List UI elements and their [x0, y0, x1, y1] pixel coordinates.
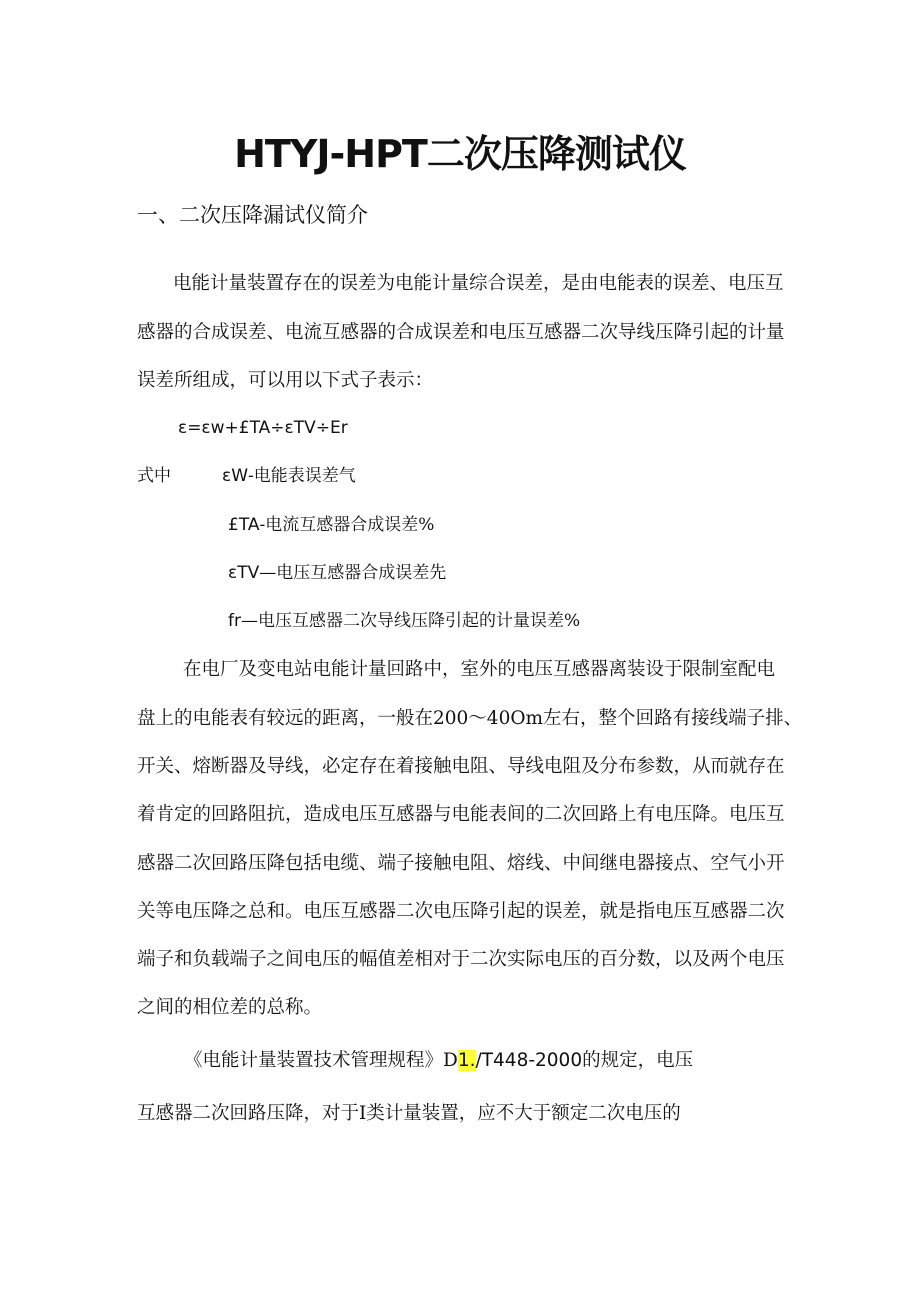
definition-symbol: fr: [228, 611, 241, 631]
para3-line2: 互感器二次回路压降，对于I类计量装置，应不大于额定二次电压的: [137, 1103, 681, 1124]
where-label: 式中: [137, 466, 171, 486]
definition-text: —电压互感器合成误差先: [259, 563, 447, 583]
standard-number-text: /T448-2000的规定，电压: [475, 1050, 694, 1071]
para1-line2: 感器的合成误差、电流互感器的合成误差和电压互感器二次导线压降引起的计量: [137, 322, 785, 343]
document-title: HTYJ-HPT二次压降测试仪: [234, 132, 686, 176]
highlighted-text: 1.: [457, 1050, 476, 1071]
definition-item: [222, 464, 356, 488]
regulation-text: 《电能计量装置技术管理规程》D: [184, 1050, 458, 1071]
section-heading: 一、二次压降漏试仪简介: [137, 203, 368, 227]
definition-symbol: εW: [222, 466, 248, 486]
definition-item: [228, 513, 434, 537]
definition-symbol: £TA: [228, 515, 260, 535]
para2-line: 端子和负载端子之间电压的幅值差相对于二次实际电压的百分数，以及两个电压: [137, 949, 785, 970]
para1-line3: 误差所组成，可以用以下式子表示：: [137, 370, 434, 391]
para2-line: 开关、熔断器及导线，必定存在着接触电阻、导线电阻及分布参数，从而就存在: [137, 756, 785, 777]
definition-item: [228, 561, 446, 585]
para2-line: 感器二次回路压降包括电缆、端子接触电阻、熔线、中间继电器接点、空气小开: [137, 853, 785, 874]
para1-line1: 电能计量装置存在的误差为电能计量综合误差，是由电能表的误差、电压互: [173, 273, 784, 294]
para2-line: 盘上的电能表有较远的距离，一般在200〜40Om左右，整个回路有接线端子排、: [137, 708, 803, 729]
definition-symbol: εTV: [228, 563, 260, 583]
definition-text: -电流互感器合成误差%: [259, 515, 435, 535]
para2-line: 着肯定的回路阻抗，造成电压互感器与电能表间的二次回路上有电压降。电压互: [137, 804, 785, 825]
formula: ε=εw+£TA÷εTV÷Er: [178, 418, 348, 438]
definition-item: [228, 609, 580, 633]
para2-line: 之间的相位差的总称。: [137, 997, 323, 1018]
para3-line1: [184, 1048, 693, 1074]
para2-line: 在电厂及变电站电能计量回路中，室外的电压互感器离装设于限制室配电: [183, 659, 776, 680]
definition-text: -电能表误差气: [248, 466, 356, 486]
para2-line: 关等电压降之总和。电压互感器二次电压降引起的误差，就是指电压互感器二次: [137, 901, 785, 922]
definition-text: —电压互感器二次导线压降引起的计量误差%: [240, 611, 581, 631]
